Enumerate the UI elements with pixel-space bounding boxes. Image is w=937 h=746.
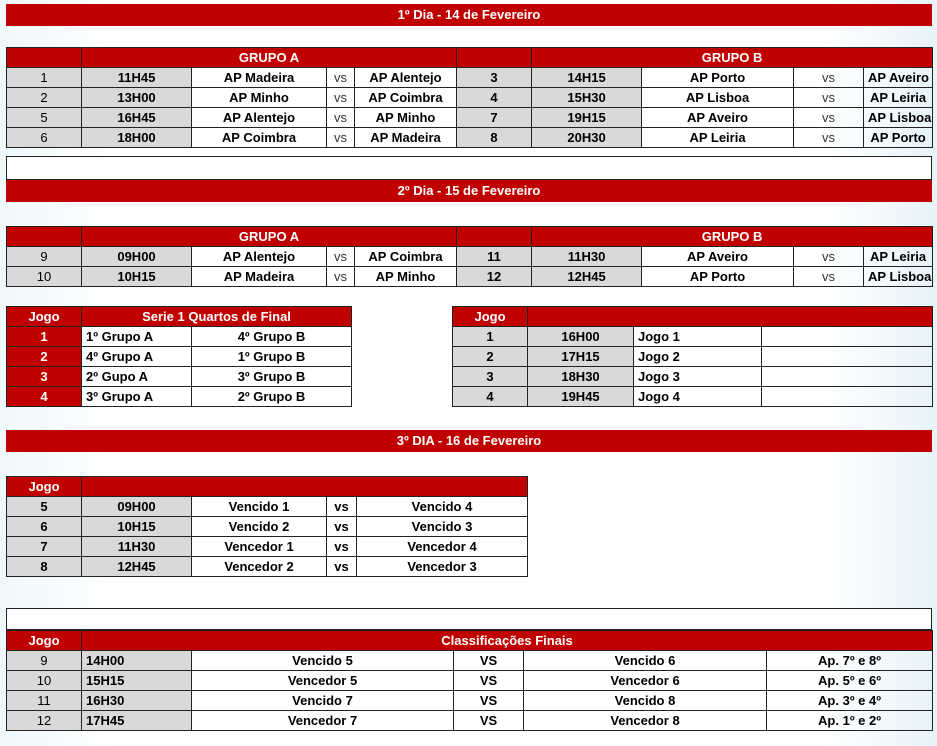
- table-row: 5 09H00 Vencido 1 vs Vencido 4: [7, 497, 528, 517]
- day2-banner: 2º Dia - 15 de Fevereiro: [6, 180, 932, 202]
- day3-banner: 3º DIA - 16 de Fevereiro: [6, 430, 932, 452]
- jogo-header: Jogo: [7, 631, 82, 651]
- table-row: 10 15H15 Vencedor 5 VS Vencedor 6 Ap. 5º e 6º: [7, 671, 933, 691]
- table-row: 5 16H45 AP Alentejo vs AP Minho 7 19H15 AP Aveiro vs AP Lisboa: [7, 108, 933, 128]
- table-row: 3 2º Gupo A 3º Grupo B: [7, 367, 352, 387]
- table-row: 10 10H15 AP Madeira vs AP Minho 12 12H45 AP Porto vs AP Lisboa: [7, 267, 933, 287]
- table-row: 6 18H00 AP Coimbra vs AP Madeira 8 20H30 AP Leiria vs AP Porto: [7, 128, 933, 148]
- table-row: 4 3º Grupo A 2º Grupo B: [7, 387, 352, 407]
- table-row: 9 09H00 AP Alentejo vs AP Coimbra 11 11H30 AP Aveiro vs AP Leiria: [7, 247, 933, 267]
- semis-table: [6, 476, 528, 577]
- jogo-header: Jogo: [7, 307, 82, 327]
- finals-table: [6, 630, 933, 731]
- table-row: 1 1º Grupo A 4º Grupo B: [7, 327, 352, 347]
- finals-title: Classificações Finais: [82, 631, 933, 651]
- group-b-title: GRUPO B: [532, 227, 933, 247]
- table-row: 8 12H45 Vencedor 2 vs Vencedor 3: [7, 557, 528, 577]
- table-row: 2 4º Grupo A 1º Grupo B: [7, 347, 352, 367]
- quarters-schedule-table: [452, 306, 933, 407]
- table-row: 12 17H45 Vencedor 7 VS Vencedor 8 Ap. 1º e 2º: [7, 711, 933, 731]
- group-b-title: GRUPO B: [532, 48, 933, 68]
- table-row: 11 16H30 Vencido 7 VS Vencido 8 Ap. 3º e 4º: [7, 691, 933, 711]
- table-row: 2 13H00 AP Minho vs AP Coimbra 4 15H30 AP Lisboa vs AP Leiria: [7, 88, 933, 108]
- day1-banner: 1º Dia - 14 de Fevereiro: [6, 4, 932, 26]
- table-row: 2 17H15 Jogo 2: [453, 347, 933, 367]
- quarters-title: Serie 1 Quartos de Final: [82, 307, 352, 327]
- table-row: 3 18H30 Jogo 3: [453, 367, 933, 387]
- table-row: 6 10H15 Vencido 2 vs Vencido 3: [7, 517, 528, 537]
- jogo-header: Jogo: [453, 307, 528, 327]
- day1-group-table: [6, 47, 933, 148]
- table-row: 1 16H00 Jogo 1: [453, 327, 933, 347]
- spacer-row: [6, 156, 932, 180]
- table-row: 4 19H45 Jogo 4: [453, 387, 933, 407]
- group-a-title: GRUPO A: [82, 48, 457, 68]
- day2-group-table: [6, 226, 933, 287]
- jogo-header: Jogo: [7, 477, 82, 497]
- quarter-finals-table: [6, 306, 352, 407]
- spacer-row: [6, 608, 932, 630]
- table-row: 1 11H45 AP Madeira vs AP Alentejo 3 14H15 AP Porto vs AP Aveiro: [7, 68, 933, 88]
- group-a-title: GRUPO A: [82, 227, 457, 247]
- table-row: 9 14H00 Vencido 5 VS Vencido 6 Ap. 7º e 8º: [7, 651, 933, 671]
- table-row: 7 11H30 Vencedor 1 vs Vencedor 4: [7, 537, 528, 557]
